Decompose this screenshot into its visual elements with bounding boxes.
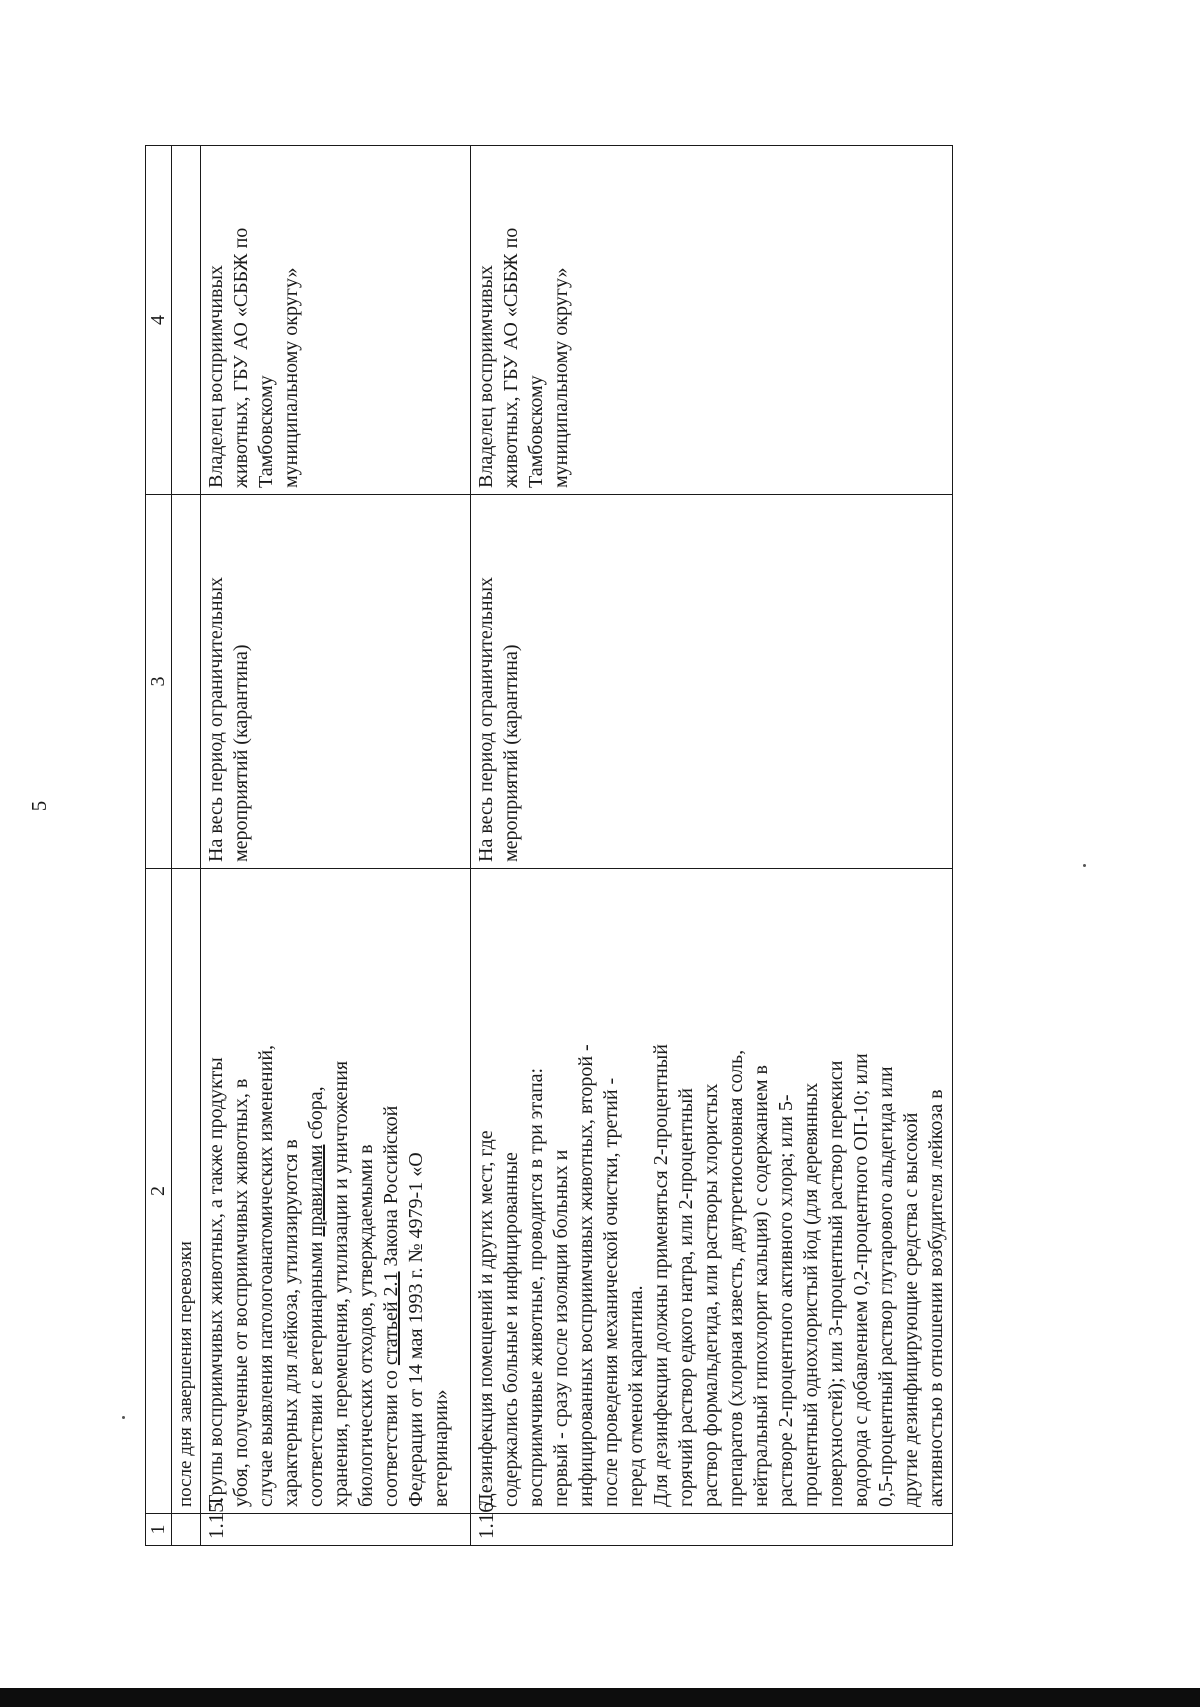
text-line: Тамбовскому bbox=[255, 375, 277, 488]
text-line bbox=[379, 875, 404, 1507]
text-line: растворе 2-процентного активного хлора; или 5- bbox=[775, 1094, 797, 1507]
continuation-empty-4 bbox=[172, 146, 201, 495]
text-line: горячий раствор едкого натра, или 2-процентный bbox=[675, 1088, 697, 1507]
continuation-text: после дня завершения перевозки bbox=[172, 869, 201, 1514]
text-line: другие дезинфицирующие средства с высокой bbox=[900, 1112, 922, 1507]
text-line: Для дезинфекции должны применяться 2-процентный bbox=[650, 1044, 672, 1507]
text-fragment: Закона Российской bbox=[380, 1105, 402, 1272]
measure-responsible bbox=[201, 146, 471, 495]
text-line: препаратов (хлорная известь, двутретиосновная соль, bbox=[725, 1049, 747, 1507]
text-line: животных, ГБУ АО «СББЖ по bbox=[500, 227, 522, 488]
text-line bbox=[304, 875, 329, 1507]
text-line: На весь период ограничительных bbox=[475, 576, 497, 862]
text-line: Федерации от 14 мая 1993 г. № 4979-1 «О bbox=[405, 1152, 427, 1507]
text-line: Дезинфекция помещений и других мест, где bbox=[475, 1130, 497, 1507]
text-line: раствор формальдегида, или растворы хлористых bbox=[700, 1083, 722, 1507]
text-line: процентный однохлористый йод (для деревянных bbox=[800, 1082, 822, 1507]
text-line: активностью в отношении возбудителя лейкоза в bbox=[925, 1089, 947, 1507]
row-number: 1.16. bbox=[471, 1514, 953, 1546]
continuation-row bbox=[172, 146, 201, 1546]
text-line: Трупы восприимчивых животных, а также продукты bbox=[205, 1057, 227, 1507]
header-col-1: 1 bbox=[146, 1514, 172, 1546]
text-line: биологических отходов, утверждаемыми в bbox=[355, 1144, 377, 1507]
text-line: водорода с добавлением 0,2-процентного ОП-10; или bbox=[850, 1053, 872, 1507]
text-line: восприимчивые животные, проводится в три этапа: bbox=[525, 1067, 547, 1507]
text-line: муниципальному округу» bbox=[280, 267, 302, 488]
page-number: 5 bbox=[27, 800, 51, 812]
rotated-table-wrapper bbox=[145, 146, 1045, 1546]
scan-bottom-edge bbox=[0, 1688, 1200, 1707]
text-fragment: соответствии с ветеринарными bbox=[305, 1236, 327, 1507]
text-line: инфицированных восприимчивых животных, второй - bbox=[575, 1044, 597, 1507]
text-line: содержались больные и инфицированные bbox=[500, 1152, 522, 1507]
scan-speck bbox=[122, 1416, 125, 1419]
text-line: мероприятий (карантина) bbox=[230, 644, 252, 862]
measure-description bbox=[201, 869, 471, 1514]
text-line: перед отменой карантина. bbox=[625, 1285, 647, 1507]
measure-timing bbox=[471, 495, 953, 869]
header-col-3: 3 bbox=[146, 495, 172, 869]
text-line: На весь период ограничительных bbox=[205, 576, 227, 862]
text-line: случае выявления патологоанатомических изменений, bbox=[255, 1044, 277, 1507]
text-line: ветеринарии» bbox=[430, 1389, 452, 1507]
continuation-empty-3 bbox=[172, 495, 201, 869]
measure-timing bbox=[201, 495, 471, 869]
measures-table bbox=[145, 145, 953, 1546]
pravila-link[interactable]: правилами bbox=[305, 1144, 327, 1237]
text-line: убоя, полученные от восприимчивых животных, в bbox=[230, 1078, 252, 1507]
text-line: первый - сразу после изоляции больных и bbox=[550, 1149, 572, 1507]
measure-responsible bbox=[471, 146, 953, 495]
continuation-num-cell bbox=[172, 1514, 201, 1546]
text-line: животных, ГБУ АО «СББЖ по bbox=[230, 227, 252, 488]
text-fragment: соответствии со bbox=[380, 1365, 402, 1507]
table-row bbox=[471, 146, 953, 1546]
text-line: после проведения механической очистки, третий - bbox=[600, 1077, 622, 1507]
table-row bbox=[201, 146, 471, 1546]
statya-link[interactable]: статьей 2.1 bbox=[380, 1271, 402, 1366]
text-line: Владелец восприимчивых bbox=[205, 265, 227, 488]
text-line: хранения, перемещения, утилизации и уничтожения bbox=[330, 1060, 352, 1507]
header-col-2: 2 bbox=[146, 869, 172, 1514]
text-line: поверхностей); или 3-процентный раствор перекиси bbox=[825, 1060, 847, 1507]
text-line: характерных для лейкоза, утилизируются в bbox=[280, 1139, 302, 1507]
text-fragment: сбора, bbox=[305, 1086, 327, 1145]
text-line: мероприятий (карантина) bbox=[500, 644, 522, 862]
scan-speck bbox=[1083, 864, 1086, 867]
text-line: нейтральный гипохлорит кальция) с содержанием в bbox=[750, 1065, 772, 1507]
text-line: Тамбовскому bbox=[525, 375, 547, 488]
text-line: 0,5-процентный раствор глутарового альдегида или bbox=[875, 1066, 897, 1507]
row-number: 1.15. bbox=[201, 1514, 471, 1546]
measure-description bbox=[471, 869, 953, 1514]
text-line: Владелец восприимчивых bbox=[475, 265, 497, 488]
table-header-row bbox=[146, 146, 172, 1546]
text-line: муниципальному округу» bbox=[550, 267, 572, 488]
header-col-4: 4 bbox=[146, 146, 172, 495]
